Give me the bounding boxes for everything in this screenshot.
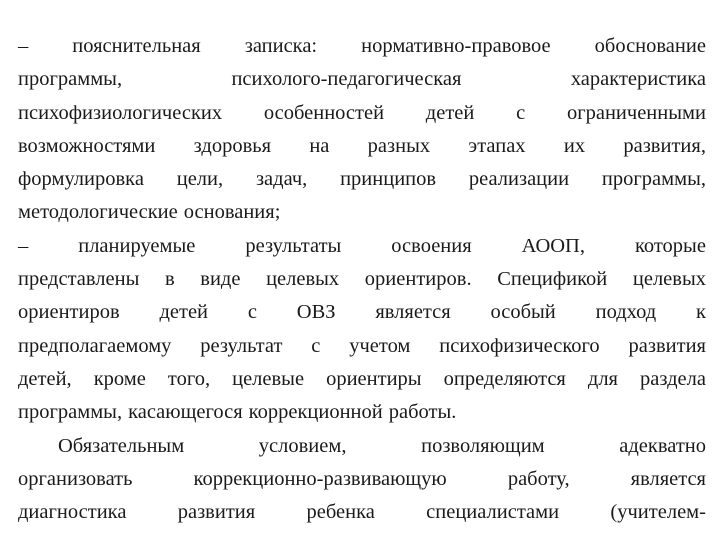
text-word: ориентиры xyxy=(326,367,422,390)
text-word: специалистами xyxy=(426,501,560,524)
text-word: детей, xyxy=(18,367,72,390)
text-word: которые xyxy=(634,234,706,257)
text-line xyxy=(18,496,706,529)
text-word: нормативно-правовое xyxy=(361,35,551,57)
text-word: с xyxy=(247,301,257,324)
text-word: позволяющим xyxy=(421,434,545,457)
text-word: цели, xyxy=(176,168,224,191)
text-word: пояснительная xyxy=(72,35,201,57)
text-word: является xyxy=(630,467,706,490)
text-word: (учителем- xyxy=(610,501,706,524)
text-word: освоения xyxy=(391,234,472,257)
text-word: обоснование xyxy=(594,35,706,57)
text-word: адекватно xyxy=(619,434,706,457)
text-word: Спецификой xyxy=(497,268,608,291)
text-line xyxy=(18,196,706,229)
text-word: психофизиологических xyxy=(18,101,223,124)
text-word: результат xyxy=(200,334,283,357)
text-word: ориентиров xyxy=(18,301,120,324)
text-word: определяются xyxy=(443,367,566,390)
text-word: особый xyxy=(490,301,556,324)
text-word: реализации xyxy=(468,168,570,191)
text-word: подход xyxy=(595,301,657,324)
text-word: программы, xyxy=(18,68,123,91)
text-line xyxy=(18,463,706,496)
text-word: программы, xyxy=(18,401,123,424)
text-word: развития, xyxy=(623,134,706,157)
text-word: целевых xyxy=(632,268,706,291)
text-word: этапах xyxy=(468,134,526,157)
text-word: представлены xyxy=(18,268,140,291)
text-line xyxy=(18,230,706,263)
text-word: ограниченными xyxy=(566,101,706,124)
text-line xyxy=(18,30,706,63)
text-line xyxy=(18,296,706,329)
text-word: предполагаемому xyxy=(18,334,172,357)
text-word: характеристика xyxy=(570,68,706,91)
text-word: детей xyxy=(425,101,475,124)
text-word: Обязательным xyxy=(58,434,185,457)
text-word: с xyxy=(516,101,526,124)
text-word: диагностика xyxy=(18,501,127,524)
text-line xyxy=(18,363,706,396)
text-word: особенностей xyxy=(263,101,385,124)
text-word: к xyxy=(696,301,706,324)
text-word: работы. xyxy=(388,401,457,424)
text-line xyxy=(18,396,706,429)
text-word: методологические xyxy=(18,201,178,224)
text-word: записка: xyxy=(244,35,318,57)
text-line xyxy=(18,130,706,163)
text-word: того, xyxy=(167,367,211,390)
text-word: возможностями xyxy=(18,134,156,157)
text-word: условием, xyxy=(258,434,347,457)
text-word: работу, xyxy=(507,467,570,490)
text-word: – xyxy=(18,35,29,57)
text-word: на xyxy=(309,134,330,157)
text-word: развития xyxy=(628,334,706,357)
text-word: психолого-педагогическая xyxy=(231,68,462,91)
text-line xyxy=(18,430,706,463)
text-word: планируемые xyxy=(78,234,196,257)
text-line xyxy=(18,63,706,96)
text-word: коррекционно-развивающую xyxy=(193,467,447,490)
text-word: коррекционной xyxy=(248,401,383,424)
text-word: в xyxy=(164,268,175,291)
text-word: учетом xyxy=(349,334,411,357)
text-word: задач, xyxy=(255,168,308,191)
text-word: их xyxy=(563,134,586,157)
text-word: основания; xyxy=(183,201,281,224)
text-line xyxy=(18,330,706,363)
text-word: ориентиров. xyxy=(364,268,472,291)
text-word: целевые xyxy=(232,367,305,390)
text-word: разных xyxy=(367,134,431,157)
text-word: результаты xyxy=(245,234,342,257)
text-word: раздела xyxy=(640,367,706,390)
text-word: виде xyxy=(200,268,241,291)
text-word: целевых xyxy=(266,268,340,291)
text-word: ОВЗ xyxy=(296,301,336,324)
text-line xyxy=(18,163,706,196)
text-word: принципов xyxy=(340,168,437,191)
text-word: с xyxy=(311,334,321,357)
text-word: АООП, xyxy=(521,234,585,257)
text-word: программы, xyxy=(601,168,706,191)
text-word: ребенка xyxy=(306,501,375,524)
document-body xyxy=(18,30,706,529)
text-line xyxy=(18,263,706,296)
text-word: касающегося xyxy=(128,401,243,424)
text-word: здоровья xyxy=(193,134,272,157)
text-word: детей xyxy=(159,301,209,324)
text-word: организовать xyxy=(18,467,133,490)
text-word: – xyxy=(18,234,29,257)
text-word: психофизического xyxy=(439,334,600,357)
text-word: кроме xyxy=(93,367,146,390)
text-line xyxy=(18,97,706,130)
text-word: для xyxy=(587,367,618,390)
text-word: является xyxy=(375,301,451,324)
text-word: развития xyxy=(177,501,256,524)
text-word: формулировка xyxy=(18,168,144,191)
